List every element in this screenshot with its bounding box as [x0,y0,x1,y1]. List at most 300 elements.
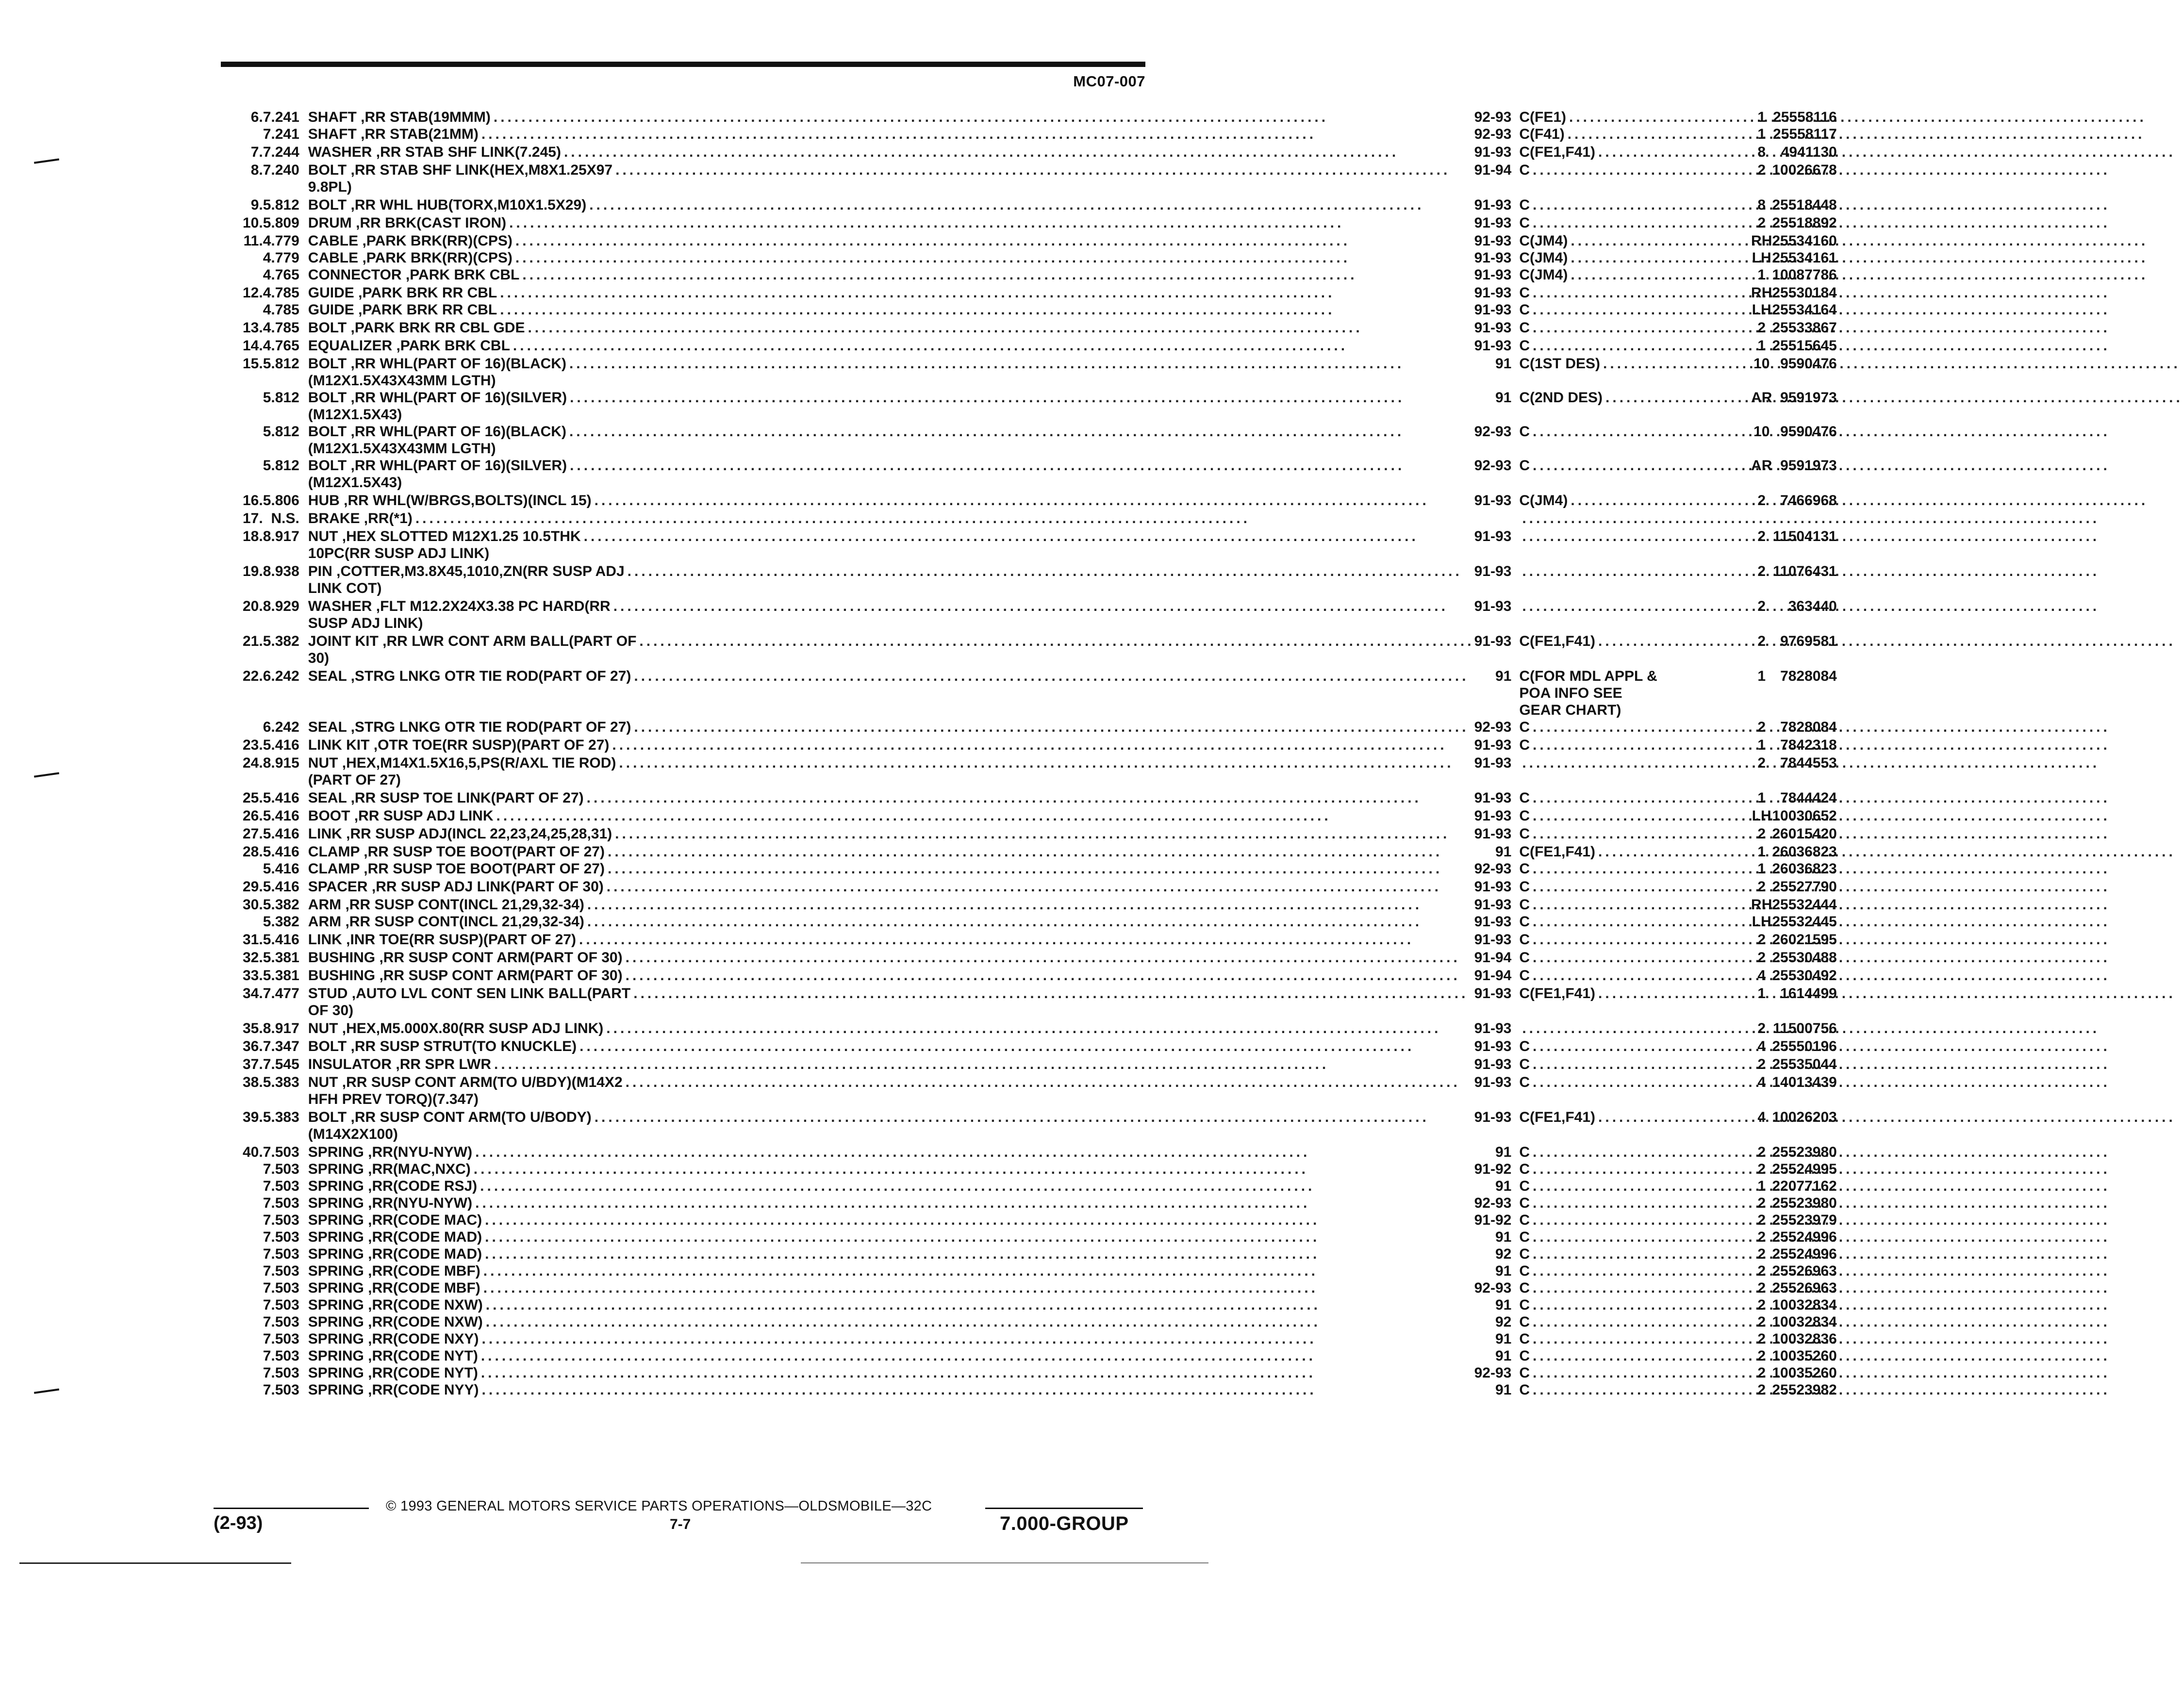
parts-row [243,231,1837,249]
model-application [1519,126,1751,143]
item-number [243,719,263,736]
description-text: BOLT ,RR WHL HUB(TORX,M10X1.5X29) [308,197,587,213]
part-description [303,491,1474,509]
part-description [303,1229,1474,1246]
quantity: 2 [1757,719,1766,735]
item-number [243,301,263,318]
model-application [1519,1178,1751,1195]
part-number: 10032836 [1772,1331,1837,1347]
part-number: 25534161 [1772,250,1837,266]
quantity: LH [1752,250,1771,266]
part-number: 25518448 [1772,197,1837,213]
item-number [243,389,263,423]
description-text: SPRING ,RR(CODE NYY) [308,1382,479,1398]
description-continuation: (M12X1.5X43X43MM LGTH) [308,441,496,457]
quantity: 4 [1757,1109,1766,1125]
quantity: 2 [1757,633,1766,649]
part-description [303,1381,1474,1398]
group-number: 5.381 [263,968,299,984]
description-continuation: (M14X2X100) [308,1126,398,1142]
parts-row [243,1364,1837,1381]
part-description [303,1108,1474,1143]
quantity: LH [1752,302,1771,318]
description-continuation: 30) [308,650,330,666]
dot-leader [1530,1280,1678,1297]
dot-leader [513,249,1474,266]
description-text: BUSHING ,RR SUSP CONT ARM(PART OF 30) [308,950,623,966]
description-text: DRUM ,RR BRK(CAST IRON) [308,215,507,231]
model-text: C(JM4) [1519,493,1568,509]
parts-row [243,895,1837,913]
description-text: SPRING ,RR(CODE MAD) [308,1246,482,1262]
group-number: 7.503 [263,1382,299,1398]
group-number: 5.416 [263,808,299,824]
description-continuation: HFH PREV TORQ)(7.347) [308,1091,479,1107]
dot-leader [494,807,1474,824]
model-year: 92-93 [1474,126,1512,142]
dot-leader [584,789,1474,806]
group-number: 4.785 [263,285,299,301]
group-number: 4.785 [263,302,299,318]
parts-row [243,1143,1837,1161]
part-number: 25524996 [1772,1229,1837,1245]
quantity: 10 [1753,424,1770,440]
model-application [1519,318,1751,336]
dot-leader [1566,109,1715,126]
item-number: 20. [243,598,263,614]
dot-leader [1519,598,1668,615]
item-number [243,1314,263,1330]
model-application [1519,457,1751,491]
part-description [303,126,1474,143]
part-number: 25524996 [1772,1246,1837,1262]
part-number: 25515645 [1772,338,1837,354]
model-application [1519,301,1751,318]
parts-row [243,1161,1837,1178]
model-text: C [1519,1038,1530,1054]
model-year: 91-93 [1474,493,1512,509]
dot-leader [1530,1161,1678,1178]
description-text: INSULATOR ,RR SPR LWR [308,1056,492,1072]
quantity: 2 [1757,1280,1766,1296]
dot-leader [1530,1074,1678,1091]
dot-leader [631,668,1474,685]
part-description [303,930,1474,948]
model-application [1519,1019,1751,1037]
group-number: 7.347 [263,1038,299,1054]
part-description [303,913,1474,930]
dot-leader [1530,807,1678,824]
dot-leader [605,860,1474,877]
part-description [303,161,1474,196]
part-number: 25534164 [1772,302,1837,318]
part-description [303,266,1474,283]
dot-leader [413,510,1474,527]
dot-leader [479,1381,1474,1398]
item-number [243,1195,263,1212]
description-text: WASHER ,RR STAB SHF LINK(7.245) [308,144,561,160]
parts-row [243,1073,1837,1108]
dot-leader [1530,931,1678,948]
group-number: 7.503 [263,1144,299,1160]
group-number: 5.416 [263,826,299,842]
model-year: 91-93 [1474,826,1512,842]
dot-leader [1530,896,1678,913]
dot-leader [1530,1038,1678,1055]
group-number: 7.503 [263,1348,299,1364]
group-number: 5.416 [263,932,299,948]
model-text: C [1519,338,1530,354]
quantity: 2 [1757,1020,1766,1036]
model-year: 91 [1495,1297,1512,1313]
dot-leader [623,949,1474,966]
model-application [1519,231,1751,249]
scan-margin-mark [34,772,59,777]
item-number: 38. [243,1074,263,1090]
model-year: 91-93 [1474,808,1512,824]
model-year: 91-93 [1474,633,1512,649]
dot-leader [1600,355,1749,372]
parts-row [243,283,1837,301]
item-number [243,423,263,457]
parts-row [243,214,1837,231]
item-number: 36. [243,1038,263,1054]
group-number: 5.812 [263,197,299,213]
item-number [243,1347,263,1364]
part-number: 363440 [1788,598,1837,614]
model-year: 91-93 [1474,1020,1512,1036]
model-year: 91-93 [1474,598,1512,614]
description-text: SPRING ,RR(CODE NXY) [308,1331,479,1347]
quantity: 1 [1757,861,1766,877]
part-number: 14013439 [1772,1074,1837,1090]
dot-leader [483,1314,1474,1330]
model-application [1519,1347,1751,1364]
group-number: 5.382 [263,897,299,913]
model-text: C [1519,950,1530,966]
dot-leader [1530,457,1678,474]
quantity: 1 [1757,1178,1766,1194]
dot-leader [497,284,1474,301]
part-number: 9590476 [1780,356,1837,372]
model-text: C [1519,808,1530,824]
group-number: 5.416 [263,879,299,895]
model-text: C [1519,302,1530,318]
model-text: C(FOR MDL APPL & [1519,668,1657,684]
parts-row [243,667,1837,719]
part-description [303,736,1474,754]
group-number: 5.382 [263,914,299,930]
item-number: 25. [243,790,263,806]
dot-leader [567,457,1474,474]
description-text: CABLE ,PARK BRK(RR)(CPS) [308,250,513,266]
item-number [243,1161,263,1178]
part-description [303,336,1474,354]
model-application [1519,509,1751,527]
part-number: 25535044 [1772,1056,1837,1072]
model-year: 91-93 [1474,285,1512,301]
model-text: C [1519,1314,1530,1330]
model-application [1519,1143,1751,1161]
group-number: 8.917 [263,528,299,544]
model-text: C [1519,197,1530,213]
description-text: SPRING ,RR(CODE MBF) [308,1280,480,1296]
model-year: 91-94 [1474,162,1512,178]
part-description [303,754,1474,788]
dot-leader [625,563,1474,580]
group-number: 8.938 [263,563,299,579]
quantity: 10 [1753,356,1770,372]
dot-leader [497,301,1474,318]
dot-leader [1530,337,1678,354]
model-text: C(FE1,F41) [1519,1109,1596,1125]
model-text: C [1519,1178,1530,1194]
model-text: C(2ND DES) [1519,390,1603,406]
model-text: C [1519,968,1530,984]
dot-leader [480,1263,1474,1280]
group-number: 5.812 [263,390,299,406]
item-number [243,266,263,283]
description-text: SPRING ,RR(CODE NYT) [308,1348,478,1364]
quantity: 2 [1757,320,1766,336]
parts-row [243,354,1837,389]
header-rule [221,62,1145,67]
parts-row [243,1280,1837,1297]
part-description [303,1055,1474,1073]
part-number: 11076431 [1773,563,1837,579]
part-description [303,231,1474,249]
model-text: C [1519,790,1530,806]
quantity: 2 [1757,1365,1766,1381]
part-description [303,1263,1474,1280]
description-text: LINK ,RR SUSP ADJ(INCL 22,23,24,25,28,31) [308,826,612,842]
description-continuation: (PART OF 27) [308,772,401,788]
description-text: HUB ,RR WHL(W/BRGS,BOLTS)(INCL 15) [308,493,592,509]
quantity: LH [1752,914,1771,930]
item-number [243,1178,263,1195]
dot-leader [623,967,1474,984]
group-number: 5.382 [263,633,299,649]
dot-leader [567,389,1474,406]
model-year: 91-93 [1474,1109,1512,1125]
part-number: 9590476 [1780,424,1837,440]
item-number: 11. [243,233,263,249]
quantity: 2 [1757,1314,1766,1330]
part-description [303,1330,1474,1347]
parts-row [243,457,1837,491]
group-number: 7.477 [263,985,299,1002]
part-number: 25518892 [1772,215,1837,231]
dot-leader [1530,1195,1678,1212]
item-number [243,1330,263,1347]
item-number [243,126,263,143]
model-application [1519,930,1751,948]
part-description [303,1280,1474,1297]
description-continuation: 10PC(RR SUSP ADJ LINK) [308,545,490,561]
model-text: C [1519,1195,1530,1211]
model-year: 92-93 [1474,1195,1512,1211]
item-number: 6. [250,109,263,125]
description-text: CLAMP ,RR SUSP TOE BOOT(PART OF 27) [308,861,605,877]
parts-row [243,788,1837,806]
model-application [1519,806,1751,824]
group-number: 4.785 [263,320,299,336]
part-description [303,877,1474,895]
document-code: MC07-007 [1073,73,1145,90]
dot-leader [1519,528,1668,545]
quantity: 2 [1757,563,1766,579]
description-text: CLAMP ,RR SUSP TOE BOOT(PART OF 27) [308,844,605,860]
dot-leader [611,598,1474,615]
description-text: GUIDE ,PARK BRK RR CBL [308,285,497,301]
dot-leader [1530,1246,1678,1263]
model-text: C [1519,1056,1530,1072]
part-description [303,562,1474,597]
item-number [243,1212,263,1229]
quantity: 2 [1757,1263,1766,1279]
model-application [1519,1195,1751,1212]
parts-row [243,389,1837,423]
quantity: 2 [1757,162,1766,178]
model-application [1519,196,1751,214]
dot-leader [576,931,1474,948]
quantity: LH [1752,808,1771,824]
model-text: C [1519,737,1530,753]
model-year: 92-93 [1474,109,1512,125]
part-number: 25550196 [1772,1038,1837,1054]
item-number: 10. [243,215,263,231]
dot-leader [471,1161,1474,1178]
dot-leader [1530,737,1678,754]
item-number [243,457,263,491]
part-description [303,283,1474,301]
part-description [303,1347,1474,1364]
model-text: C(F41) [1519,126,1565,142]
model-text: C [1519,826,1530,842]
model-application [1519,389,1751,423]
part-number: 10032834 [1772,1297,1837,1313]
description-text: WASHER ,FLT M12.2X24X3.38 PC HARD(RR [308,598,611,614]
part-number: 22077162 [1772,1178,1837,1194]
group-number: 7.503 [263,1314,299,1330]
part-number: 7828084 [1780,719,1837,735]
part-number: 25523979 [1772,1212,1837,1228]
scan-margin-mark [34,1388,59,1394]
part-description [303,948,1474,966]
item-number: 39. [243,1109,263,1125]
quantity: 2 [1757,1382,1766,1398]
parts-row [243,806,1837,824]
dot-leader [605,843,1474,860]
model-year: 91-93 [1474,144,1512,160]
quantity: 2 [1757,1056,1766,1072]
model-application [1519,877,1751,895]
part-description [303,301,1474,318]
footer-copyright: © 1993 GENERAL MOTORS SERVICE PARTS OPERATIONS—OLDSMOBILE—32C [386,1498,932,1514]
model-text: C [1519,1161,1530,1177]
part-description [303,1246,1474,1263]
parts-row [243,736,1837,754]
part-number: 26015420 [1772,826,1837,842]
dot-leader [612,825,1474,842]
model-text: C [1519,1263,1530,1279]
model-year: 91-93 [1474,755,1512,771]
quantity: 2 [1757,598,1766,614]
description-text: SPRING ,RR(CODE NXW) [308,1297,483,1313]
part-description [303,509,1474,527]
description-text: BOLT ,RR WHL(PART OF 16)(BLACK) [308,424,566,440]
group-number: 5.381 [263,950,299,966]
quantity: 4 [1757,968,1766,984]
model-year: 91 [1495,844,1512,860]
item-number: 13. [243,320,263,336]
model-year: 91-93 [1474,897,1512,913]
dot-leader [1519,755,1668,772]
model-year: 91-93 [1474,737,1512,753]
quantity: 2 [1757,932,1766,948]
group-number: 7.241 [263,126,299,142]
part-description [303,1212,1474,1229]
model-application [1519,423,1751,457]
model-year: 91-93 [1474,790,1512,806]
model-application [1519,214,1751,231]
part-number: 10030652 [1772,808,1837,824]
scan-artifact-line [19,1562,291,1564]
dot-leader [1530,913,1678,930]
group-number: 5.809 [263,215,299,231]
model-year: 91-93 [1474,250,1512,266]
dot-leader [1530,1229,1678,1246]
model-text: C(JM4) [1519,233,1568,249]
part-number: 26021595 [1772,932,1837,948]
model-application [1519,719,1751,736]
group-number: 7.503 [263,1331,299,1347]
model-continuation: POA INFO SEE [1519,685,1622,701]
part-description [303,318,1474,336]
model-year: 91-93 [1474,267,1512,283]
part-description [303,1195,1474,1212]
part-description [303,860,1474,877]
part-description [303,824,1474,842]
model-application [1519,667,1751,719]
item-number: 12. [243,285,263,301]
dot-leader [1530,162,1678,179]
quantity: 2 [1757,755,1766,771]
item-number: 28. [243,844,263,860]
part-number: 26036823 [1772,844,1837,860]
part-description [303,1143,1474,1161]
dot-leader [482,1229,1474,1246]
dot-leader [513,232,1474,249]
dot-leader [1568,249,1716,266]
parts-row [243,1246,1837,1263]
quantity: 2 [1757,1297,1766,1313]
dot-leader [631,719,1474,736]
part-number: 10032834 [1772,1314,1837,1330]
description-text: CONNECTOR ,PARK BRK CBL [308,267,520,283]
quantity: 1 [1757,668,1766,684]
part-description [303,423,1474,457]
dot-leader [636,633,1474,650]
dot-leader [1530,878,1678,895]
model-application [1519,842,1751,860]
part-description [303,667,1474,719]
part-number: 7842318 [1780,737,1837,753]
model-year: 91-93 [1474,215,1512,231]
parts-row [243,1381,1837,1398]
part-description [303,108,1474,126]
description-text: BOLT ,RR WHL(PART OF 16)(SILVER) [308,458,567,474]
